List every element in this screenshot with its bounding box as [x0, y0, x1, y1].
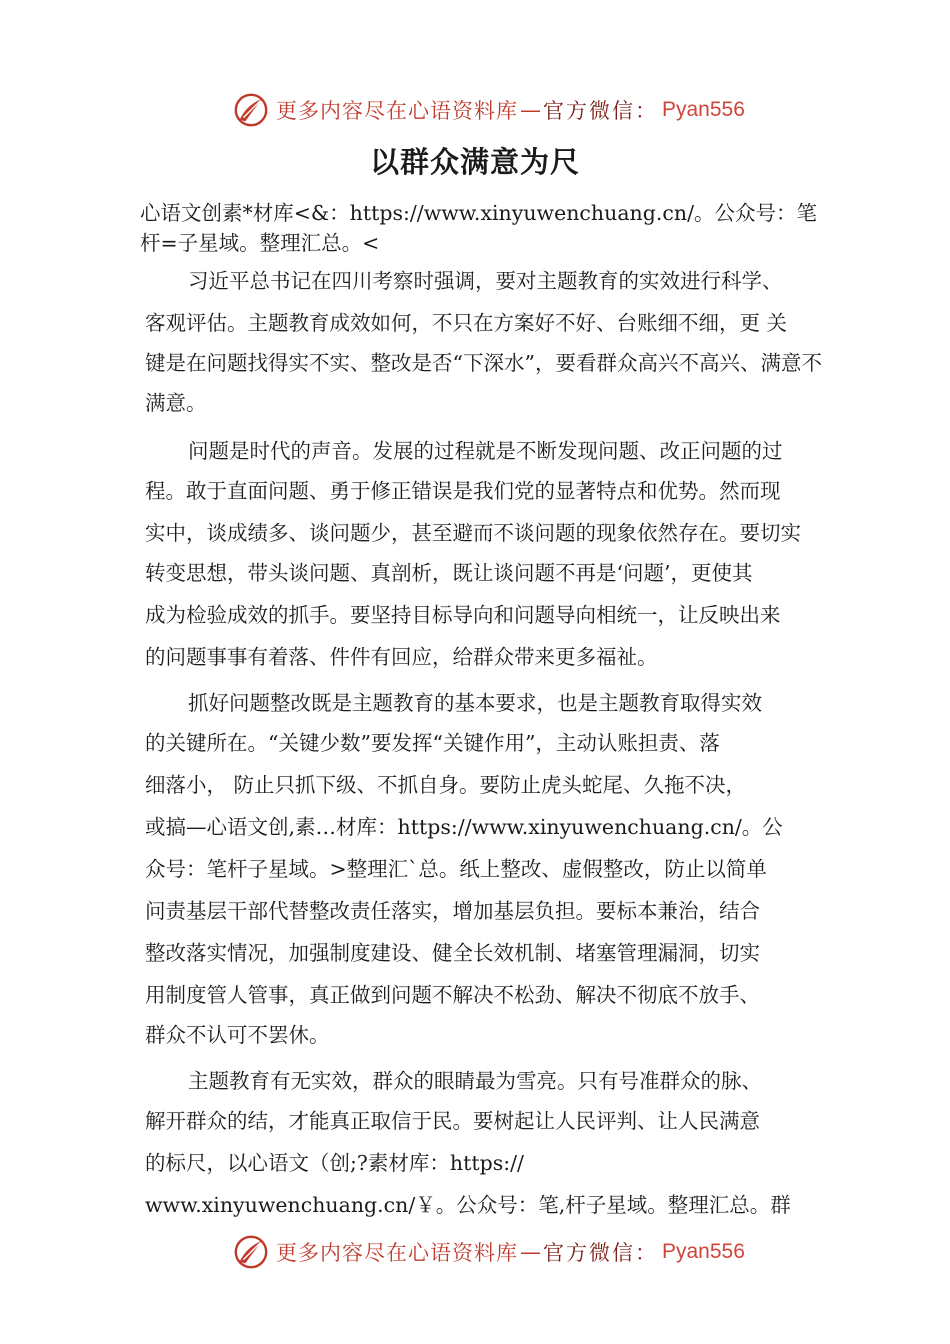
- banner-wechat-label: 官方微信：: [543, 1241, 658, 1265]
- text-line: 或搞—心语文创,素…材库：https://www.xinyuwenchuang.cn/。公: [145, 815, 783, 839]
- text-line: 的问题事事有着落、件件有回应，给群众带来更多福祉。: [145, 645, 658, 669]
- paragraph-first-line: 习近平总书记在四川考察时强调，要对主题教育的实效进行科学、: [188, 269, 783, 293]
- text-line: 实中，谈成绩多、谈问题少，甚至避而不谈问题的现象依然存在。要切实: [145, 521, 801, 545]
- text-line: 群众不认可不罢休。: [145, 1023, 330, 1047]
- text-line: 转变思想，带头谈问题、真剖析，既让谈问题不再是‘问题’，更使其: [145, 561, 753, 585]
- text-line: 心语文创素*材库<&：https://www.xinyuwenchuang.cn/。公众号：笔: [140, 201, 817, 225]
- banner-wechat-label: 官方微信：: [543, 99, 658, 123]
- text-line: 众号：笔杆子星域。>整理汇`总。纸上整改、虚假整改，防止以简单: [145, 857, 767, 881]
- banner-dash: —: [520, 98, 541, 122]
- paragraph-first-line: 抓好问题整改既是主题教育的基本要求，也是主题教育取得实效: [188, 691, 762, 715]
- text-line: www.xinyuwenchuang.cn/￥。公众号：笔,杆子星域。整理汇总。群: [145, 1193, 791, 1217]
- text-line: 满意。: [145, 391, 207, 415]
- text-line: 细落小， 防止只抓下级、不抓自身。要防止虎头蛇尾、久拖不决，: [145, 773, 747, 797]
- text-line: 的关键所在。“关键少数”要发挥“关键作用”，主动认账担责、落: [145, 731, 720, 755]
- banner-text: 更多内容尽在心语资料库: [276, 99, 518, 123]
- header-banner: [232, 90, 745, 130]
- text-line: 解开群众的结，才能真正取信于民。要树起让人民评判、让人民满意: [145, 1109, 760, 1133]
- xinyu-logo-icon: [232, 1233, 270, 1271]
- text-line: 客观评估。主题教育成效如何，不只在方案好不好、台账细不细，更 关: [145, 311, 788, 335]
- text-line: 整改落实情况，加强制度建设、健全长效机制、堵塞管理漏洞，切实: [145, 941, 760, 965]
- page-title: 以群众满意为尺: [369, 145, 580, 179]
- paragraph-first-line: 主题教育有无实效，群众的眼睛最为雪亮。只有号准群众的脉、: [188, 1069, 762, 1093]
- text-line: 程。敢于直面问题、勇于修正错误是我们党的显著特点和优势。然而现: [145, 479, 781, 503]
- text-line: 的标尺，以心语文（创;?素材库：https://: [145, 1151, 524, 1175]
- text-line: 用制度管人管事，真正做到问题不解决不松劲、解决不彻底不放手、: [145, 983, 760, 1007]
- banner-wechat-id: Pyan556: [662, 98, 745, 121]
- banner-text: 更多内容尽在心语资料库: [276, 1241, 518, 1265]
- paragraph-first-line: 问题是时代的声音。发展的过程就是不断发现问题、改正问题的过: [188, 439, 783, 463]
- footer-banner: [232, 1232, 745, 1272]
- text-line: 键是在问题找得实不实、整改是否“下深水”，要看群众高兴不高兴、满意不: [145, 351, 822, 375]
- banner-dash: —: [520, 1240, 541, 1264]
- text-line: 杆=子星域。整理汇总。<: [140, 231, 380, 255]
- text-line: 成为检验成效的抓手。要坚持目标导向和问题导向相统一，让反映出来: [145, 603, 781, 627]
- banner-wechat-id: Pyan556: [662, 1240, 745, 1263]
- xinyu-logo-icon: [232, 91, 270, 129]
- text-line: 问责基层干部代替整改责任落实，增加基层负担。要标本兼治，结合: [145, 899, 760, 923]
